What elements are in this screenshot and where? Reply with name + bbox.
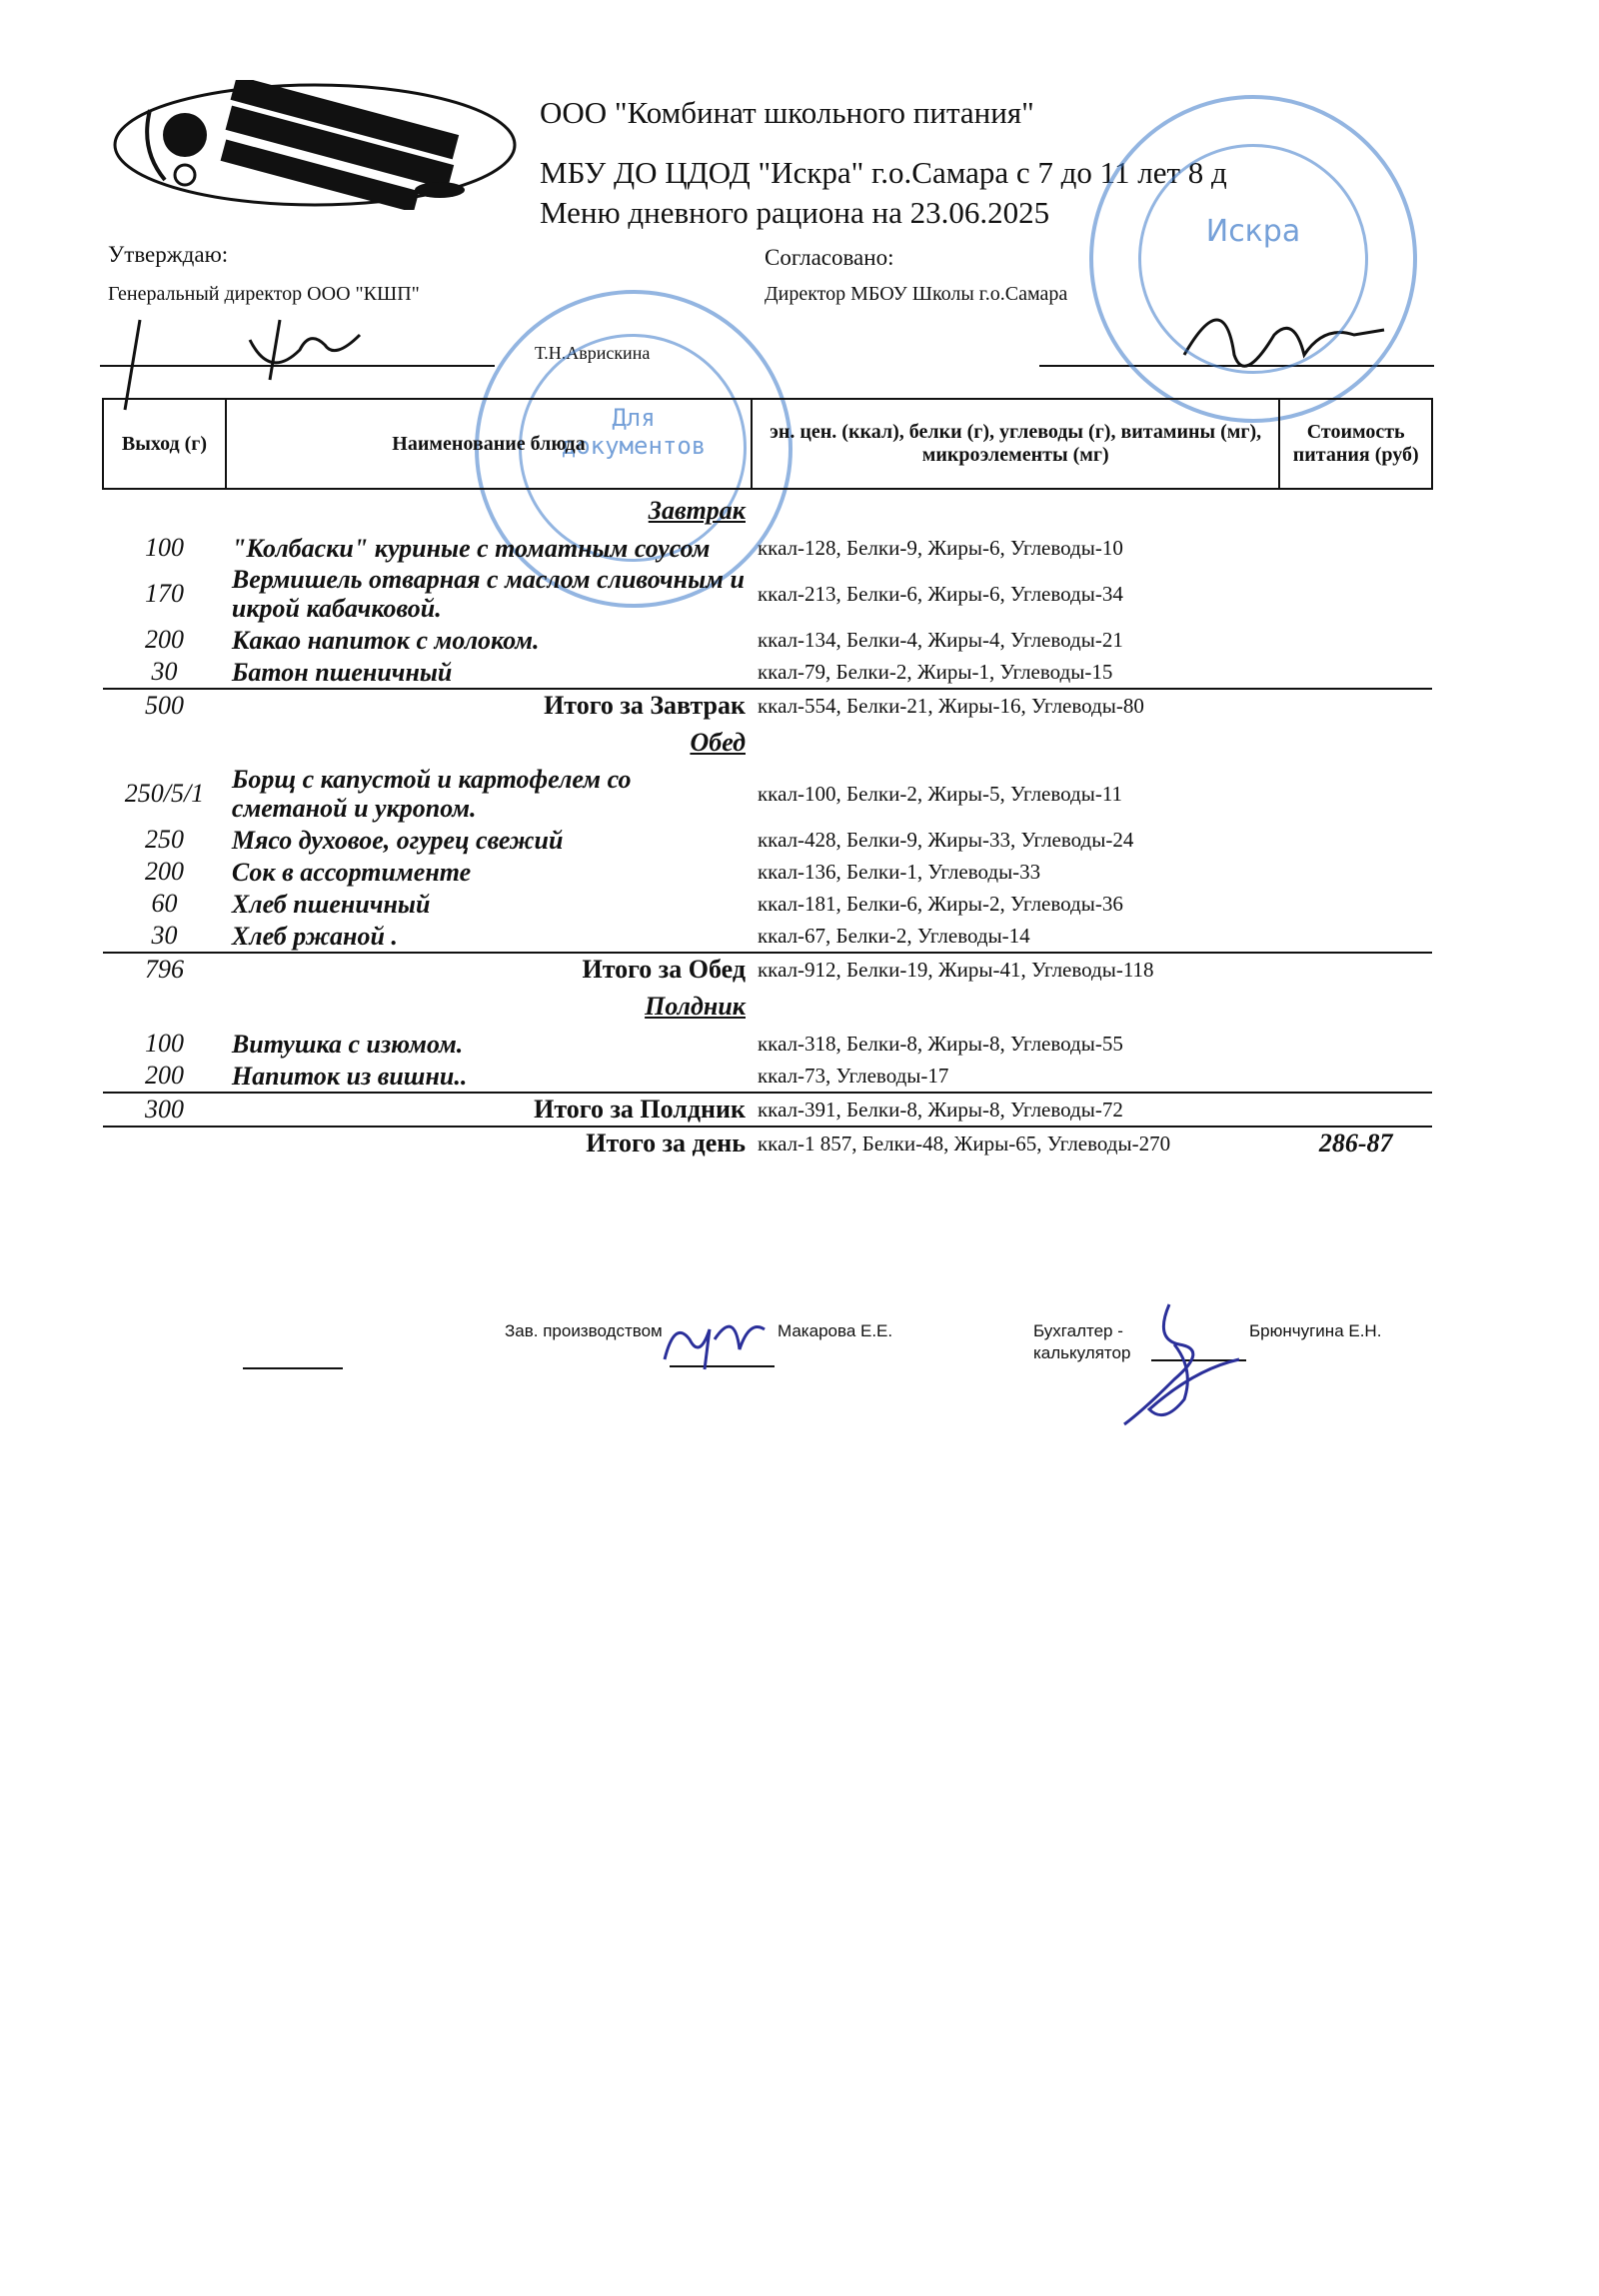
production-label: Зав. производством (505, 1321, 663, 1340)
row-nutrition: ккал-213, Белки-6, Жиры-6, Углеводы-34 (757, 581, 1123, 606)
table-row (103, 1060, 1432, 1093)
footer-blank-line (243, 1367, 343, 1369)
section-total-row (103, 689, 1432, 722)
total-nutrition: ккал-391, Белки-8, Жиры-8, Углеводы-72 (752, 1093, 1279, 1127)
agreed-position: Директор МБОУ Школы г.о.Самара (765, 283, 1068, 305)
accountant-name: Брюнчугина Е.Н. (1249, 1321, 1382, 1340)
table-row (103, 824, 1432, 856)
row-cost (1279, 1028, 1432, 1060)
row-qty: 60 (151, 889, 178, 918)
section-header (103, 722, 1432, 764)
row-nutrition: ккал-428, Белки-9, Жиры-33, Углеводы-24 (757, 827, 1134, 852)
row-dish: Борщ с капустой и картофелем со сметаной и укропом. (231, 765, 632, 823)
day-total-nutrition: ккал-1 857, Белки-48, Жиры-65, Углеводы-270 (752, 1127, 1279, 1159)
total-label: Итого за Полдник (226, 1093, 752, 1127)
row-cost (1279, 920, 1432, 953)
header-qty: Выход (г) (103, 399, 226, 489)
org-name: ООО "Комбинат школьного питания" (540, 95, 1034, 130)
institution-stamp-inner-ring (1138, 144, 1368, 374)
day-total-row (103, 1127, 1432, 1159)
row-nutrition: ккал-128, Белки-9, Жиры-6, Углеводы-10 (757, 535, 1123, 560)
production-signature (655, 1299, 775, 1379)
row-dish: Хлеб пшеничный (231, 889, 431, 919)
row-nutrition: ккал-136, Белки-1, Углеводы-33 (757, 859, 1041, 884)
row-cost (1279, 888, 1432, 920)
row-nutrition: ккал-100, Белки-2, Жиры-5, Углеводы-11 (757, 781, 1123, 806)
header-cost: Стоимость питания (руб) (1279, 399, 1432, 489)
table-header-row (103, 399, 1432, 489)
row-qty: 100 (144, 533, 184, 562)
row-cost (1279, 856, 1432, 888)
table-row (103, 564, 1432, 624)
total-cost (1279, 1093, 1432, 1127)
day-total-label: Итого за день (226, 1127, 752, 1159)
menu-title: Меню дневного рациона на 23.06.2025 (540, 195, 1050, 230)
row-dish: Сок в ассортименте (231, 857, 472, 887)
table-row (103, 764, 1432, 824)
row-qty: 30 (151, 921, 178, 950)
total-nutrition: ккал-912, Белки-19, Жиры-41, Углеводы-118 (752, 953, 1279, 986)
row-qty: 200 (144, 857, 184, 886)
section-header (103, 986, 1432, 1028)
accountant-signature (1104, 1299, 1254, 1429)
row-nutrition: ккал-73, Углеводы-17 (757, 1063, 949, 1088)
row-nutrition: ккал-67, Белки-2, Углеводы-14 (757, 923, 1030, 948)
row-cost (1279, 564, 1432, 624)
row-dish: Хлеб ржаной . (231, 921, 398, 951)
row-qty: 250/5/1 (124, 779, 205, 808)
row-qty: 30 (151, 657, 178, 686)
agreed-label: Согласовано: (765, 245, 894, 270)
accountant-label-2: калькулятор (1033, 1343, 1131, 1362)
institution-stamp-text: Искра (1205, 214, 1301, 249)
total-cost (1279, 689, 1432, 722)
section-header (103, 489, 1432, 532)
approve-name: Т.Н.Аврискина (535, 343, 651, 363)
row-nutrition: ккал-318, Белки-8, Жиры-8, Углеводы-55 (757, 1031, 1123, 1056)
institution-stamp (1089, 95, 1417, 423)
total-label: Итого за Завтрак (226, 689, 752, 722)
approve-label: Утверждаю: (108, 242, 229, 267)
company-stamp-text: Для документов (561, 404, 707, 460)
section-total-row (103, 953, 1432, 986)
row-cost (1279, 656, 1432, 689)
row-cost (1279, 764, 1432, 824)
row-dish: Какао напиток с молоком. (231, 625, 540, 655)
row-cost (1279, 624, 1432, 656)
table-row (103, 888, 1432, 920)
row-qty: 250 (144, 825, 184, 854)
row-nutrition: ккал-79, Белки-2, Жиры-1, Углеводы-15 (757, 659, 1113, 684)
row-dish: "Колбаски" куриные с томатным соусом (231, 533, 711, 563)
section-total-row (103, 1093, 1432, 1127)
menu-table (102, 398, 1433, 1159)
row-qty: 200 (144, 625, 184, 654)
table-row (103, 656, 1432, 689)
row-qty: 170 (144, 579, 184, 608)
day-total-cost: 286-87 (1279, 1127, 1432, 1159)
table-row (103, 856, 1432, 888)
section-title: Полдник (645, 992, 746, 1021)
total-nutrition: ккал-554, Белки-21, Жиры-16, Углеводы-80 (752, 689, 1279, 722)
total-cost (1279, 953, 1432, 986)
accountant-label-1: Бухгалтер - (1033, 1321, 1123, 1340)
total-qty: 796 (103, 953, 226, 986)
table-row (103, 1028, 1432, 1060)
table-row (103, 532, 1432, 564)
total-qty: 300 (103, 1093, 226, 1127)
row-cost (1279, 532, 1432, 564)
row-dish: Батон пшеничный (231, 657, 453, 687)
row-dish: Напиток из вишни.. (231, 1061, 468, 1091)
row-dish: Вермишель отварная с маслом сливочным и икрой кабачковой. (231, 565, 745, 623)
company-logo (110, 80, 520, 210)
production-name: Макарова Е.Е. (778, 1321, 893, 1340)
row-qty: 200 (144, 1061, 184, 1090)
section-title: Завтрак (648, 496, 746, 525)
row-cost (1279, 1060, 1432, 1093)
total-label: Итого за Обед (226, 953, 752, 986)
table-row (103, 624, 1432, 656)
row-cost (1279, 824, 1432, 856)
institution-line: МБУ ДО ЦДОД "Искра" г.о.Самара с 7 до 11 лет 8 д (540, 155, 1227, 190)
table-row (103, 920, 1432, 953)
row-qty: 100 (144, 1029, 184, 1058)
section-title: Обед (690, 728, 746, 757)
total-qty: 500 (103, 689, 226, 722)
row-nutrition: ккал-181, Белки-6, Жиры-2, Углеводы-36 (757, 891, 1123, 916)
row-dish: Витушка с изюмом. (231, 1029, 464, 1059)
row-nutrition: ккал-134, Белки-4, Жиры-4, Углеводы-21 (757, 627, 1123, 652)
header-nutrition: эн. цен. (ккал), белки (г), углеводы (г), витамины (мг), микроэлементы (мг) (752, 399, 1279, 489)
approve-position: Генеральный директор ООО "КШП" (108, 283, 420, 305)
row-dish: Мясо духовое, огурец свежий (231, 825, 564, 855)
header-dish: Наименование блюда (226, 399, 752, 489)
